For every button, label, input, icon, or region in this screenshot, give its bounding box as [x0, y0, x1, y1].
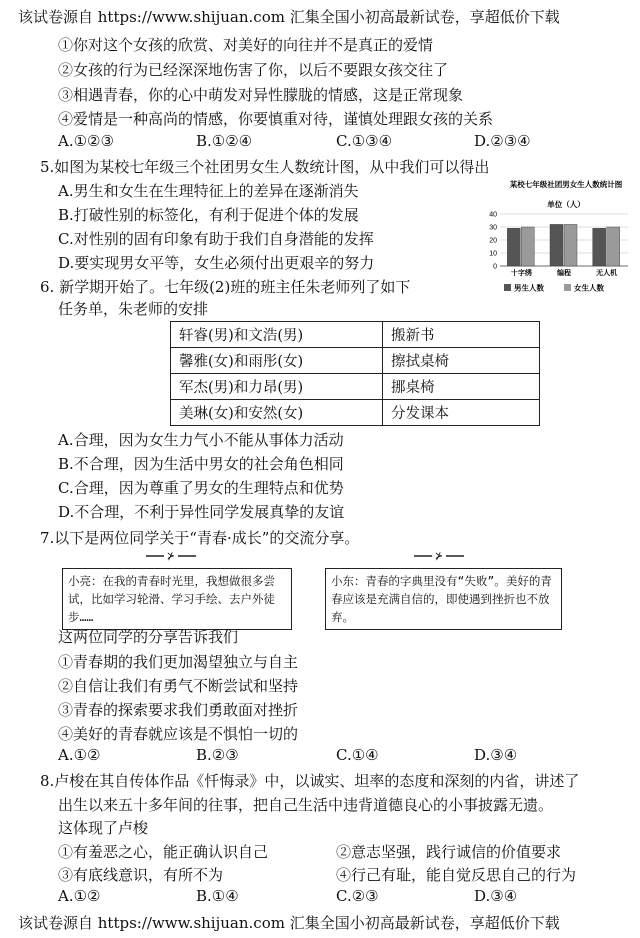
q4-option-c: C.①③④: [336, 132, 393, 150]
q8-item-2: ②意志坚强，践行诚信的价值要求: [336, 843, 562, 861]
q6-option-c: C.合理，因为尊重了男女的生理特点和优势: [58, 479, 344, 497]
table-row: [171, 348, 540, 374]
chart-x-tick-label: 编程: [557, 270, 571, 277]
chart-x-tick-label: 十字绣: [510, 270, 532, 277]
q8-stem-line2: 出生以来五十多年间的往事，把自己生活中违背道德良心的小事披露无遗。: [58, 796, 554, 814]
chart-legend-label: 女生人数: [574, 283, 604, 293]
table-cell: 搬新书: [383, 322, 540, 348]
q6-stem-line1: 6. 新学期开始了。七年级(2)班的班主任朱老师列了如下: [40, 278, 411, 296]
chart-y-tick-label: 30: [489, 224, 497, 232]
q6-option-a: A.合理，因为女生力气小不能从事体力活动: [58, 431, 344, 449]
table-cell: 美琳(女)和安然(女): [171, 400, 383, 426]
chart-title: 某校七年级社团男女生人数统计图: [509, 180, 623, 189]
q4-item-3: ③相遇青春，你的心中萌发对异性朦胧的情感，这是正常现象: [58, 86, 464, 104]
q5-bar-chart: [482, 178, 632, 303]
q7-option-d: D.③④: [474, 746, 518, 764]
q8-stem-line3: 这体现了卢梭: [58, 819, 149, 837]
q7-option-a: A.①②: [58, 746, 101, 764]
chart-y-tick-label: 0: [493, 263, 497, 271]
q4-item-1: ①你对这个女孩的欣赏、对美好的向往并不是真正的爱情: [58, 36, 434, 54]
chart-bar: [607, 227, 620, 266]
q8-stem-line1: 8.卢梭在其自传体作品《忏悔录》中，以诚实、坦率的态度和深刻的内省，讲述了: [40, 772, 580, 790]
q8-item-4: ④行己有耻，能自觉反思自己的行为: [336, 866, 577, 884]
q7-option-c: C.①④: [336, 746, 379, 764]
q5-option-b: B.打破性别的标签化，有利于促进个体的发展: [58, 206, 359, 224]
q5-stem: 5.如图为某校七年级三个社团男女生人数统计图，从中我们可以得出: [40, 158, 490, 176]
page-header-watermark: 该试卷源自 https://www.shijuan.com 汇集全国小初高最新试卷，享超低价下载: [18, 8, 560, 26]
q7-prompt: 这两位同学的分享告诉我们: [58, 628, 239, 646]
q8-item-1: ①有羞恶之心，能正确认识自己: [58, 843, 269, 861]
q6-option-d: D.不合理，不利于异性同学发展真挚的友谊: [58, 503, 345, 521]
task-table: [170, 321, 540, 426]
q8-option-d: D.③④: [474, 887, 518, 905]
q8-option-b: B.①④: [196, 887, 239, 905]
q7-item-2: ②自信让我们有勇气不断尝试和坚持: [58, 677, 299, 695]
chart-bar: [521, 227, 534, 266]
q7-option-b: B.②③: [196, 746, 239, 764]
q7-item-3: ③青春的探索要求我们勇敢面对挫折: [58, 701, 299, 719]
xiaoliang-quote-box: 小亮：在我的青春时光里，我想做很多尝试，比如学习轮滑、学习手绘、去户外徒步……: [62, 568, 292, 630]
table-cell: 挪桌椅: [383, 374, 540, 400]
chart-y-tick-label: 10: [489, 250, 497, 258]
table-cell: 馨雅(女)和雨彤(女): [171, 348, 383, 374]
chart-bar: [564, 224, 577, 266]
divider-ornament: [146, 548, 196, 562]
chart-y-tick-label: 40: [489, 211, 497, 219]
q8-option-c: C.②③: [336, 887, 379, 905]
q5-option-d: D.要实现男女平等，女生必须付出更艰辛的努力: [58, 254, 375, 272]
table-row: [171, 400, 540, 426]
xiaodong-quote-box: 小东：青春的字典里没有“失败”。美好的青春应该是充满自信的，即使遇到挫折也不放弃。: [325, 568, 562, 630]
chart-legend-label: 男生人数: [514, 283, 544, 293]
q7-stem: 7.以下是两位同学关于“青春·成长”的交流分享。: [40, 529, 360, 547]
q4-option-d: D.②③④: [474, 132, 531, 150]
q4-option-a: A.①②③: [58, 132, 114, 150]
chart-x-tick-label: 无人机: [596, 270, 618, 277]
q8-option-a: A.①②: [58, 887, 101, 905]
table-cell: 分发课本: [383, 400, 540, 426]
divider-ornament: [414, 548, 464, 562]
q4-option-b: B.①②④: [196, 132, 253, 150]
q6-stem-line2: 任务单，朱老师的安排: [58, 300, 209, 318]
q5-option-a: A.男生和女生在生理特征上的差异在逐渐消失: [58, 182, 359, 200]
page-footer-watermark: 该试卷源自 https://www.shijuan.com 汇集全国小初高最新试卷，享超低价下载: [18, 914, 560, 932]
chart-bar: [507, 228, 520, 266]
q6-option-b: B.不合理，因为生活中男女的社会角色相同: [58, 455, 344, 473]
chart-bar: [550, 224, 563, 266]
chart-bar: [593, 228, 606, 266]
svg-text:⊁: ⊁: [434, 551, 444, 562]
q5-option-c: C.对性别的固有印象有助于我们自身潜能的发挥: [58, 230, 374, 248]
chart-legend-swatch: [564, 284, 571, 291]
table-cell: 擦拭桌椅: [383, 348, 540, 374]
table-row: [171, 374, 540, 400]
svg-text:⊁: ⊁: [166, 551, 176, 562]
table-cell: 军杰(男)和力昂(男): [171, 374, 383, 400]
table-row: [171, 322, 540, 348]
q8-item-3: ③有底线意识，有所不为: [58, 866, 224, 884]
q4-item-2: ②女孩的行为已经深深地伤害了你，以后不要跟女孩交往了: [58, 61, 449, 79]
table-cell: 轩睿(男)和文浩(男): [171, 322, 383, 348]
q4-item-4: ④爱情是一种高尚的情感，你要慎重对待，谨慎处理跟女孩的关系: [58, 110, 494, 128]
q7-item-4: ④美好的青春就应该是不惧怕一切的: [58, 725, 299, 743]
chart-subtitle: 单位（人）: [547, 200, 585, 209]
chart-y-tick-label: 20: [489, 237, 497, 245]
q7-item-1: ①青春期的我们更加渴望独立与自主: [58, 653, 299, 671]
chart-legend-swatch: [504, 284, 511, 291]
